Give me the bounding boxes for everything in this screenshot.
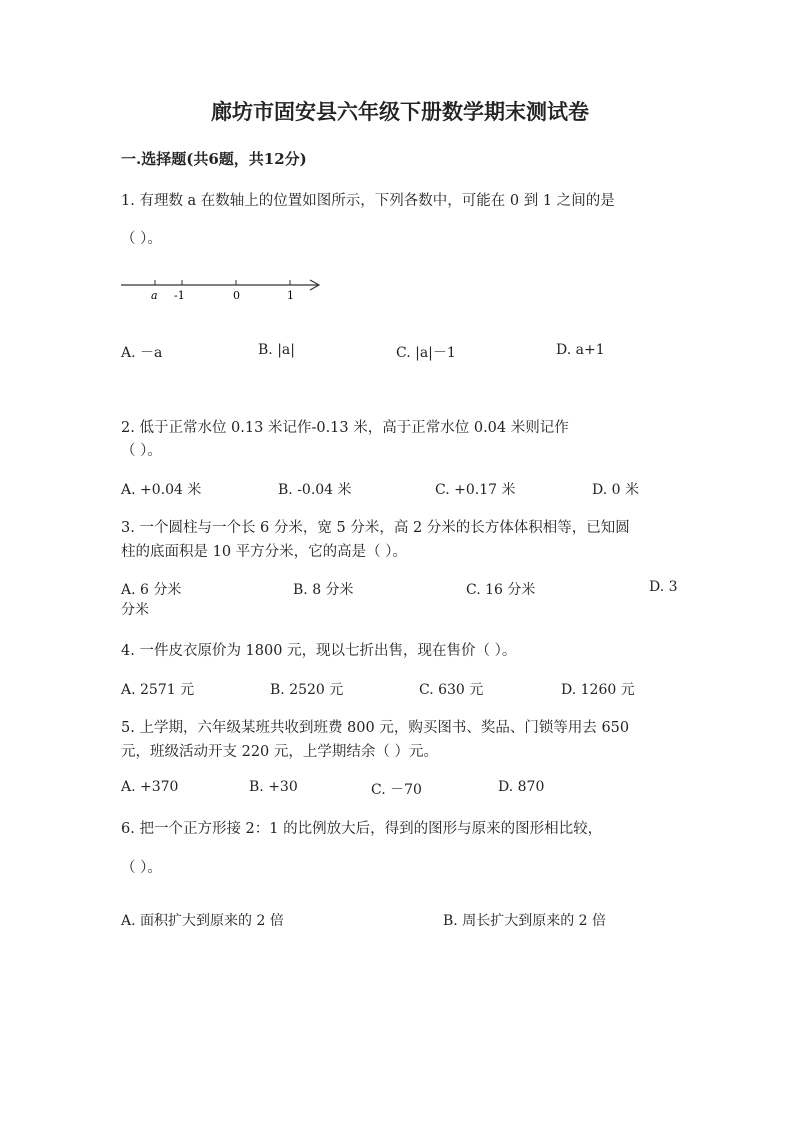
q5-option-c[interactable]: C. －70 bbox=[371, 782, 422, 798]
q3-option-d[interactable]: D. 3 bbox=[649, 579, 678, 595]
q2-option-a[interactable]: A. +0.04 米 bbox=[121, 482, 202, 498]
q1-option-c[interactable]: C. |a|－1 bbox=[396, 345, 456, 361]
q3-option-d-continued: 分米 bbox=[121, 602, 149, 618]
q6-line-2: （ ）。 bbox=[121, 860, 162, 876]
q6-line-1: 6. 把一个正方形接 2：1 的比例放大后，得到的图形与原来的图形相比较， bbox=[121, 821, 603, 837]
q3-line-1: 3. 一个圆柱与一个长 6 分米，宽 5 分米，高 2 分米的长方体体积相等，已知圆 bbox=[121, 520, 630, 536]
page-title: 廊坊市固安县六年级下册数学期末测试卷 bbox=[211, 99, 589, 124]
q5-option-a[interactable]: A. +370 bbox=[121, 779, 179, 795]
section-heading: 一.选择题(共6题，共12分) bbox=[121, 150, 307, 168]
q2-option-b[interactable]: B. -0.04 米 bbox=[278, 482, 352, 498]
label-1: 1 bbox=[287, 289, 294, 302]
q6-option-b[interactable]: B. 周长扩大到原来的 2 倍 bbox=[443, 913, 606, 929]
q2-line-1: 2. 低于正常水位 0.13 米记作-0.13 米，高于正常水位 0.04 米则记作 bbox=[121, 420, 569, 436]
q5-line-2: 元，班级活动开支 220 元，上学期结余（ ）元。 bbox=[121, 744, 439, 760]
q4-option-c[interactable]: C. 630 元 bbox=[419, 682, 484, 698]
q2-option-d[interactable]: D. 0 米 bbox=[592, 482, 639, 498]
q4-option-d[interactable]: D. 1260 元 bbox=[561, 682, 635, 698]
q4-option-a[interactable]: A. 2571 元 bbox=[121, 682, 195, 698]
label-0: 0 bbox=[233, 289, 240, 302]
q3-line-2: 柱的底面积是 10 平方分米，它的高是（ ）。 bbox=[121, 544, 408, 560]
q6-option-a[interactable]: A. 面积扩大到原来的 2 倍 bbox=[121, 913, 284, 929]
q1-option-b[interactable]: B. |a| bbox=[258, 342, 295, 358]
q1-line-2: （ ）。 bbox=[121, 231, 162, 247]
label-a: a bbox=[151, 289, 158, 302]
q3-option-c[interactable]: C. 16 分米 bbox=[466, 582, 536, 598]
q1-line-1: 1. 有理数 a 在数轴上的位置如图所示，下列各数中，可能在 0 到 1 之间的是 bbox=[121, 193, 615, 209]
q5-option-b[interactable]: B. +30 bbox=[249, 779, 298, 795]
q1-option-d[interactable]: D. a+1 bbox=[556, 342, 605, 358]
label-neg1: -1 bbox=[174, 289, 185, 302]
q3-option-a[interactable]: A. 6 分米 bbox=[121, 582, 182, 598]
q3-option-b[interactable]: B. 8 分米 bbox=[293, 582, 354, 598]
number-line-figure bbox=[118, 274, 328, 306]
q2-line-2: （ ）。 bbox=[121, 443, 162, 459]
q5-option-d[interactable]: D. 870 bbox=[498, 779, 545, 795]
q4-line-1: 4. 一件皮衣原价为 1800 元，现以七折出售，现在售价（ ）。 bbox=[121, 643, 517, 659]
q1-option-a[interactable]: A. －a bbox=[121, 345, 163, 361]
q5-line-1: 5. 上学期，六年级某班共收到班费 800 元，购买图书、奖品、门锁等用去 650 bbox=[121, 720, 630, 736]
q4-option-b[interactable]: B. 2520 元 bbox=[270, 682, 344, 698]
q2-option-c[interactable]: C. +0.17 米 bbox=[435, 482, 516, 498]
